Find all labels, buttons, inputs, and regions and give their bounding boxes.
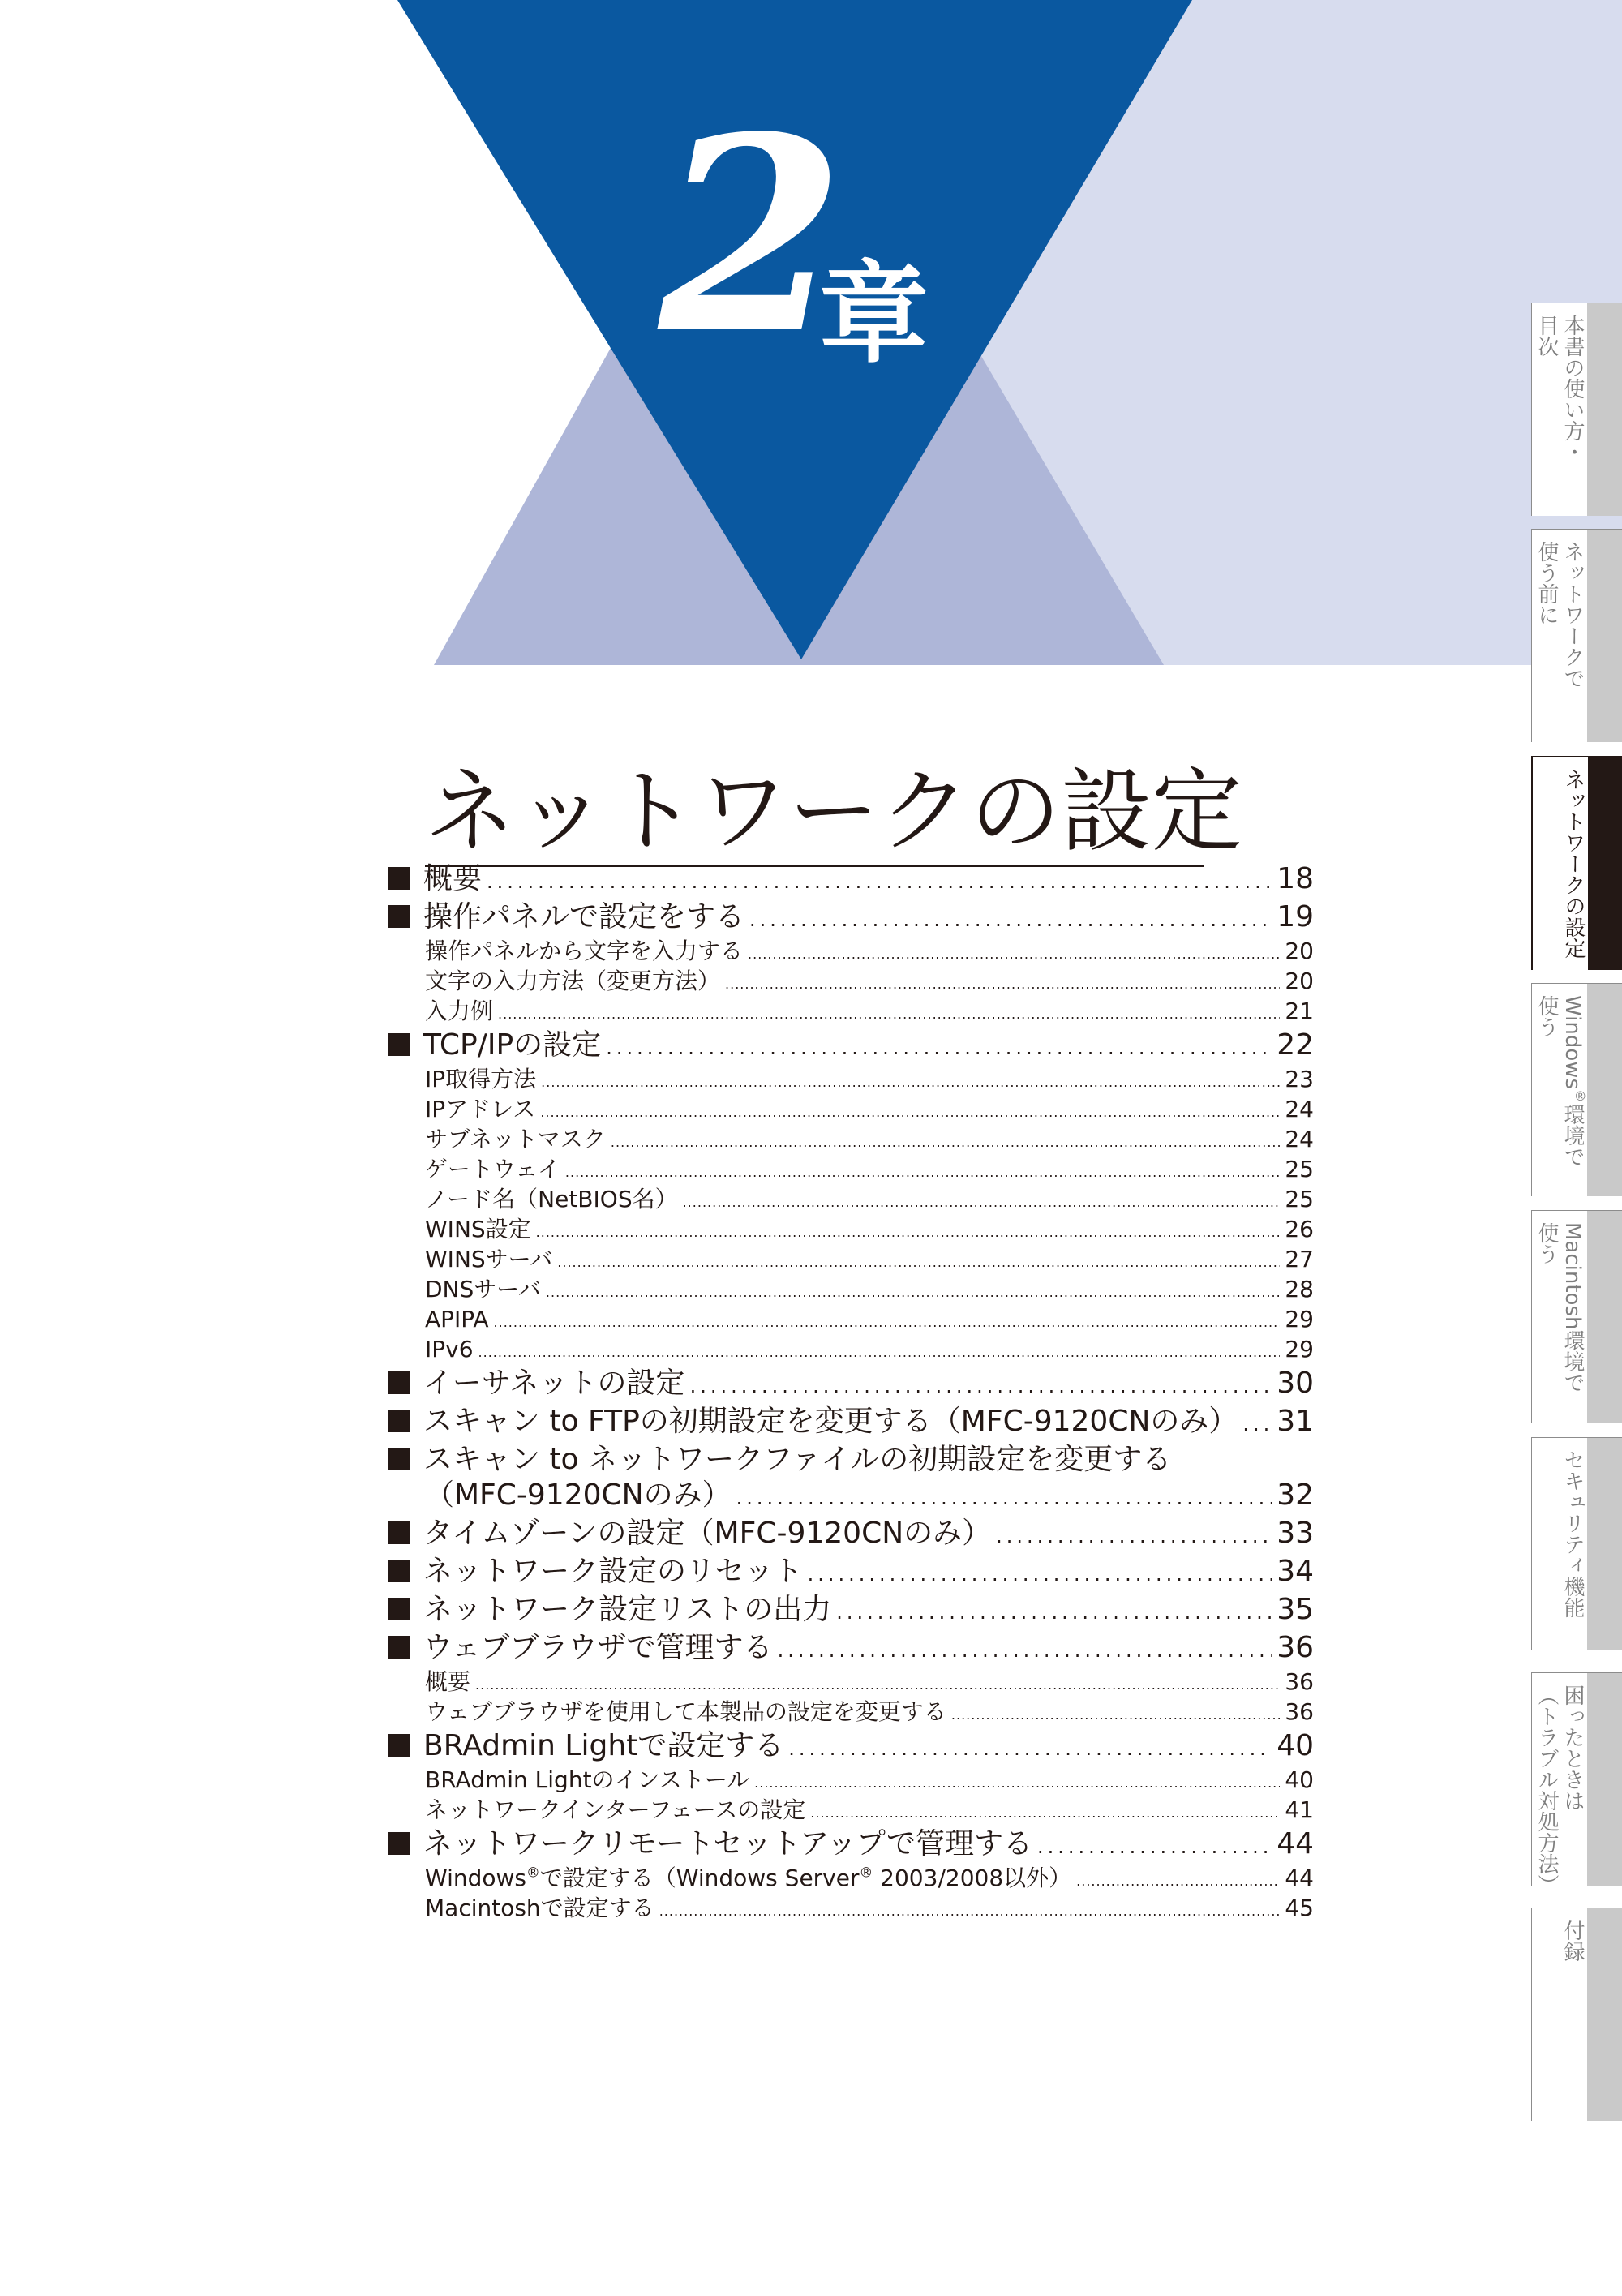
chapter-tab[interactable] — [1531, 529, 1622, 742]
toc-subsection-entry — [388, 1096, 1314, 1126]
dot-leader — [808, 1556, 1272, 1592]
toc-page-number: 29 — [1285, 1306, 1314, 1333]
toc-page-number: 41 — [1285, 1796, 1314, 1823]
tab-label-line: （トラブル対処方法） — [1534, 1684, 1559, 1895]
toc-section-entry — [388, 1630, 1314, 1668]
tab-label-line: 付録 — [1560, 1920, 1585, 1962]
toc-page-number: 26 — [1285, 1216, 1314, 1242]
tab-label-line: ネットワークで — [1560, 541, 1585, 689]
dot-leader — [536, 1219, 1281, 1246]
table-of-contents — [388, 861, 1314, 1925]
toc-subsection-entry — [388, 1306, 1314, 1336]
dot-leader — [475, 1672, 1280, 1698]
toc-entry-title: IPv6 — [425, 1336, 474, 1363]
dot-leader — [749, 902, 1272, 938]
toc-entry-title: ネットワーク設定のリセット — [423, 1555, 803, 1588]
square-bullet-icon — [388, 1371, 410, 1394]
dot-leader — [606, 1030, 1272, 1066]
toc-page-number: 25 — [1285, 1186, 1314, 1212]
toc-section-entry — [388, 1516, 1314, 1554]
toc-entry-title: ネットワークインターフェースの設定 — [425, 1796, 806, 1823]
toc-entry-title: IPアドレス — [425, 1096, 536, 1122]
toc-subsection-entry — [388, 1276, 1314, 1306]
tab-label — [1535, 1222, 1584, 1393]
dot-leader — [951, 1702, 1280, 1728]
toc-section-entry — [388, 1592, 1314, 1630]
square-bullet-icon — [388, 905, 410, 928]
page-title: ネットワークの設定 — [425, 759, 1204, 867]
toc-entry-title: スキャン to ネットワークファイルの初期設定を変更する — [423, 1443, 1172, 1476]
square-bullet-icon — [388, 1560, 410, 1582]
toc-entry-title: ノード名（NetBIOS名） — [425, 1186, 678, 1212]
toc-page-number: 35 — [1277, 1593, 1314, 1626]
toc-page-number: 24 — [1285, 1096, 1314, 1122]
dot-leader — [754, 1770, 1280, 1796]
tab-label — [1561, 1920, 1584, 1962]
chapter-number: 2 — [659, 78, 845, 393]
chapter-tab[interactable] — [1531, 756, 1622, 970]
tab-label-line: 目次 — [1534, 315, 1559, 357]
toc-page-number: 22 — [1277, 1028, 1314, 1062]
tab-edge-strip — [1587, 1673, 1622, 1886]
toc-page-number: 20 — [1285, 968, 1314, 994]
toc-subsection-entry — [388, 1246, 1314, 1276]
toc-page-number: 40 — [1277, 1729, 1314, 1762]
toc-entry-title: 操作パネルで設定をする — [423, 900, 745, 933]
toc-entry-title: 概要 — [423, 862, 483, 895]
chapter-tab[interactable] — [1531, 1437, 1622, 1650]
tab-edge-strip — [1588, 757, 1622, 970]
square-bullet-icon — [388, 867, 410, 890]
toc-entry-title: ウェブブラウザで管理する — [423, 1631, 773, 1664]
toc-entry-title: ウェブブラウザを使用して本製品の設定を変更する — [425, 1698, 946, 1725]
dot-leader — [541, 1069, 1280, 1096]
dot-leader — [690, 1368, 1272, 1404]
toc-page-number: 25 — [1285, 1156, 1314, 1182]
dot-leader — [659, 1898, 1281, 1925]
chapter-tab[interactable] — [1531, 1210, 1622, 1423]
tab-label-line: 使う — [1534, 995, 1559, 1037]
toc-page-number: 34 — [1277, 1555, 1314, 1588]
toc-subsection-entry — [388, 1216, 1314, 1246]
toc-subsection-entry — [388, 1156, 1314, 1186]
toc-section-entry — [388, 861, 1314, 899]
tab-label-line: 本書の使い方・ — [1560, 315, 1585, 462]
square-bullet-icon — [388, 1832, 410, 1855]
dot-leader — [611, 1129, 1280, 1156]
toc-page-number: 27 — [1285, 1246, 1314, 1272]
tab-label — [1562, 769, 1585, 959]
toc-subsection-entry — [388, 1126, 1314, 1156]
toc-page-number: 33 — [1277, 1517, 1314, 1550]
toc-entry-title: ゲートウェイ — [425, 1156, 560, 1182]
dot-leader — [546, 1279, 1280, 1306]
toc-page-number: 44 — [1277, 1827, 1314, 1860]
dot-leader — [540, 1099, 1280, 1126]
toc-entry-title: BRAdmin Lightで設定する — [423, 1729, 784, 1762]
toc-page-number: 20 — [1285, 938, 1314, 964]
square-bullet-icon — [388, 1410, 410, 1432]
dot-leader — [1076, 1868, 1280, 1895]
dot-leader — [478, 1339, 1281, 1366]
tab-label-line: 使う — [1534, 1222, 1559, 1264]
dot-leader — [836, 1594, 1272, 1630]
square-bullet-icon — [388, 1033, 410, 1056]
toc-page-number: 32 — [1277, 1478, 1314, 1512]
toc-entry-title: イーサネットの設定 — [423, 1367, 685, 1400]
toc-section-entry — [388, 1728, 1314, 1766]
dot-leader — [736, 1480, 1272, 1516]
toc-page-number: 31 — [1277, 1405, 1314, 1438]
toc-entry-title: タイムゾーンの設定（MFC-9120CNのみ） — [423, 1517, 992, 1550]
dot-leader — [1037, 1829, 1272, 1865]
toc-entry-title: DNSサーバ — [425, 1276, 541, 1302]
toc-section-entry — [388, 1478, 1314, 1516]
tab-label — [1535, 541, 1584, 689]
toc-entry-title: BRAdmin Lightのインストール — [425, 1766, 750, 1793]
dot-leader — [1242, 1406, 1272, 1442]
toc-entry-title: 入力例 — [425, 998, 494, 1024]
chapter-label: 章 — [819, 251, 929, 378]
toc-subsection-entry — [388, 1066, 1314, 1096]
square-bullet-icon — [388, 1521, 410, 1544]
tab-label-line: セキュリティ機能 — [1560, 1449, 1585, 1618]
toc-subsection-entry — [388, 968, 1314, 998]
dot-leader — [565, 1159, 1280, 1186]
toc-entry-title: TCP/IPの設定 — [423, 1028, 602, 1062]
toc-page-number: 19 — [1277, 900, 1314, 933]
chapter-tab[interactable] — [1531, 1672, 1622, 1895]
tab-label-line: Windows®環境で — [1560, 995, 1588, 1168]
dot-leader — [498, 1001, 1280, 1028]
toc-entry-title: APIPA — [425, 1306, 489, 1333]
toc-entry-title: 文字の入力方法（変更方法） — [425, 968, 721, 994]
toc-page-number: 40 — [1285, 1766, 1314, 1793]
dot-leader — [487, 864, 1272, 899]
toc-page-number: 18 — [1277, 862, 1314, 895]
chapter-tab[interactable] — [1531, 983, 1622, 1196]
toc-subsection-entry — [388, 1668, 1314, 1698]
tab-edge-strip — [1587, 1211, 1622, 1423]
dot-leader — [996, 1518, 1272, 1554]
toc-entry-title: 概要 — [425, 1668, 471, 1695]
square-bullet-icon — [388, 1636, 410, 1659]
toc-section-entry — [388, 1826, 1314, 1865]
tab-label — [1535, 315, 1584, 462]
toc-section-entry — [388, 1554, 1314, 1592]
dot-leader — [725, 971, 1280, 998]
tab-label-line: 使う前に — [1534, 541, 1559, 625]
tab-edge-strip — [1587, 530, 1622, 742]
toc-page-number: 23 — [1285, 1066, 1314, 1092]
toc-section-entry — [388, 1028, 1314, 1066]
tab-label — [1534, 995, 1588, 1168]
toc-entry-title: （MFC-9120CNのみ） — [425, 1478, 732, 1512]
dot-leader — [748, 941, 1280, 968]
square-bullet-icon — [388, 1598, 410, 1620]
toc-page-number: 30 — [1277, 1367, 1314, 1400]
tab-label-line: 困ったときは — [1560, 1684, 1585, 1811]
toc-subsection-entry — [388, 998, 1314, 1028]
dot-leader — [788, 1731, 1272, 1766]
toc-page-number: 45 — [1285, 1895, 1314, 1921]
toc-entry-title: ネットワーク設定リストの出力 — [423, 1593, 832, 1626]
toc-page-number: 36 — [1285, 1668, 1314, 1695]
toc-page-number: 36 — [1277, 1631, 1314, 1664]
toc-page-number: 28 — [1285, 1276, 1314, 1302]
toc-subsection-entry — [388, 1865, 1314, 1895]
dot-leader — [557, 1249, 1280, 1276]
tab-label-line: ネットワークの設定 — [1561, 769, 1586, 959]
dot-leader — [683, 1189, 1281, 1216]
toc-entry-title: WINS設定 — [425, 1216, 531, 1242]
toc-page-number: 21 — [1285, 998, 1314, 1024]
toc-entry-title: Macintoshで設定する — [425, 1895, 654, 1921]
toc-subsection-entry — [388, 1895, 1314, 1925]
toc-entry-title: IP取得方法 — [425, 1066, 537, 1092]
tab-edge-strip — [1587, 303, 1622, 516]
toc-entry-title: サブネットマスク — [425, 1126, 606, 1152]
toc-subsection-entry — [388, 1186, 1314, 1216]
toc-page-number: 36 — [1285, 1698, 1314, 1725]
toc-page-number: 29 — [1285, 1336, 1314, 1363]
toc-subsection-entry — [388, 1336, 1314, 1366]
toc-entry-title: 操作パネルから文字を入力する — [425, 938, 744, 964]
square-bullet-icon — [388, 1448, 410, 1470]
toc-section-entry — [388, 899, 1314, 938]
tab-edge-strip — [1587, 984, 1622, 1196]
toc-section-entry — [388, 1442, 1314, 1478]
dot-leader — [494, 1309, 1281, 1336]
toc-subsection-entry — [388, 1796, 1314, 1826]
toc-entry-title: Windows®で設定する（Windows Server® 2003/2008以外） — [425, 1864, 1072, 1891]
toc-section-entry — [388, 1404, 1314, 1442]
tab-edge-strip — [1587, 1908, 1622, 2121]
tab-label — [1561, 1449, 1584, 1618]
square-bullet-icon — [388, 1734, 410, 1757]
toc-subsection-entry — [388, 1698, 1314, 1728]
toc-section-entry — [388, 1366, 1314, 1404]
tab-label — [1535, 1684, 1584, 1895]
toc-subsection-entry — [388, 938, 1314, 968]
toc-page-number: 44 — [1285, 1865, 1314, 1891]
chapter-tab[interactable] — [1531, 1908, 1622, 2121]
toc-page-number: 24 — [1285, 1126, 1314, 1152]
toc-entry-title: スキャン to FTPの初期設定を変更する（MFC-9120CNのみ） — [423, 1405, 1238, 1438]
dot-leader — [778, 1633, 1272, 1668]
tab-edge-strip — [1587, 1438, 1622, 1650]
toc-entry-title: WINSサーバ — [425, 1246, 553, 1272]
tab-label-line: Macintosh環境で — [1560, 1222, 1585, 1393]
toc-entry-title: ネットワークリモートセットアップで管理する — [423, 1827, 1032, 1860]
toc-subsection-entry — [388, 1766, 1314, 1796]
chapter-tab[interactable] — [1531, 303, 1622, 516]
dot-leader — [810, 1800, 1280, 1826]
